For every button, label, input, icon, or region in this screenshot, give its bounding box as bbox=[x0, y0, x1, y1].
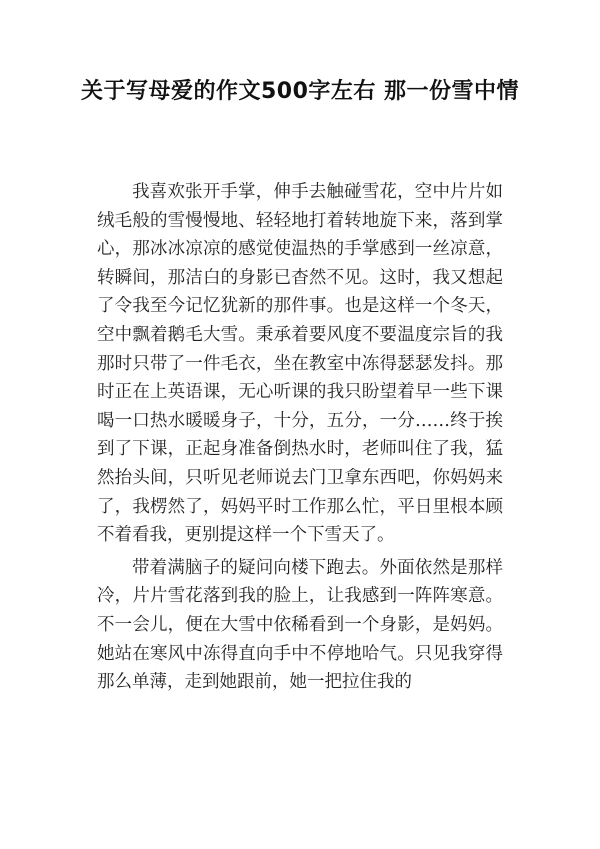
document-body bbox=[97, 178, 503, 701]
paragraph-1: 我喜欢张开手掌，伸手去触碰雪花，空中片片如绒毛般的雪慢慢地、轻轻地打着转地旋下来，落到掌心，那冰冰凉凉的感觉使温热的手掌感到一丝凉意，转瞬间，那洁白的身影已杳然不见。这时，我又想起了令我至今记忆犹新的那件事。也是这样一个冬天，空中飘着鹅毛大雪。秉承着要风度不要温度宗旨的我那时只带了一件毛衣，坐在教室中冻得瑟瑟发抖。那时正在上英语课，无心听课的我只盼望着早一些下课喝一口热水暖暖身子，十分，五分，一分……终于挨到了下课，正起身准备倒热水时，老师叫住了我，猛然抬头间，只听见老师说去门卫拿东西吧，你妈妈来了，我楞然了，妈妈平时工作那么忙，平日里根本顾不着看我，更别提这样一个下雪天了。 bbox=[97, 182, 503, 546]
document-title: 关于写母爱的作文500字左右 那一份雪中情 bbox=[80, 79, 520, 104]
paragraph-2: 带着满脑子的疑问向楼下跑去。外面依然是那样冷，片片雪花落到我的脸上，让我感到一阵阵寒意。不一会儿，便在大雪中依稀看到一个身影，是妈妈。她站在寒风中冻得直向手中不停地哈气。只见我穿得那么单薄，走到她跟前，她一把拉住我的 bbox=[97, 557, 503, 693]
